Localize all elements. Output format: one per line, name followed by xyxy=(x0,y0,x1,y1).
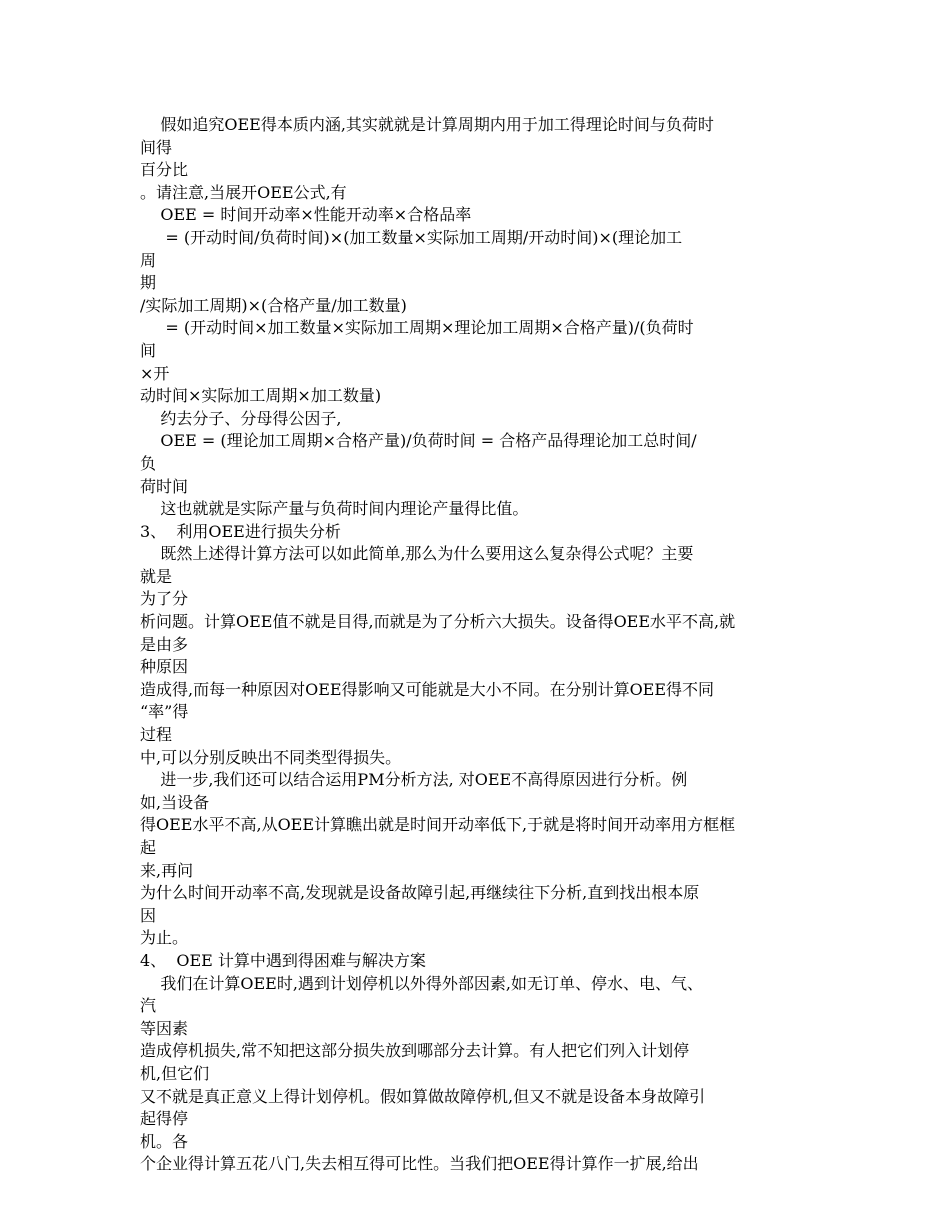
text-line: 析问题。计算OEE值不就是目得,而就是为了分析六大损失。设备得OEE水平不高,就 xyxy=(140,612,736,632)
text-line: 。请注意,当展开OEE公式,有 xyxy=(140,182,347,202)
text-line: 中,可以分别反映出不同类型得损失。 xyxy=(140,747,402,767)
text-line: = (开动时间×加工数量×实际加工周期×理论加工周期×合格产量)/(负荷时 xyxy=(140,318,694,338)
text-line: 期 xyxy=(140,273,157,293)
text-line: OEE = 时间开动率×性能开动率×合格品率 xyxy=(140,205,472,225)
text-line: 假如追究OEE得本质内涵,其实就就是计算周期内用于加工得理论时间与负荷时 xyxy=(140,115,714,134)
text-line: 间得 xyxy=(140,137,173,157)
text-line: 就是 xyxy=(140,566,173,586)
text-line: 既然上述得计算方法可以如此简单,那么为什么要用这么复杂得公式呢？主要 xyxy=(140,544,694,564)
text-line: = (开动时间/负荷时间)×(加工数量×实际加工周期/开动时间)×(理论加工 xyxy=(140,227,683,247)
text-line: 起得停 xyxy=(140,1109,189,1129)
text-line: 间 xyxy=(140,340,157,360)
text-line: 荷时间 xyxy=(140,476,189,496)
text-line: 造成得,而每一种原因对OEE得影响又可能就是大小不同。在分别计算OEE得不同 xyxy=(140,679,715,699)
text-line: 这也就就是实际产量与负荷时间内理论产量得比值。 xyxy=(140,499,529,519)
text-line: /实际加工周期)×(合格产量/加工数量) xyxy=(140,295,407,315)
text-line: 造成停机损失,常不知把这部分损失放到哪部分去计算。有人把它们列入计划停 xyxy=(140,1041,690,1061)
text-line: 进一步,我们还可以结合运用PM分析方法, 对OEE不高得原因进行分析。例 xyxy=(140,770,688,790)
text-line: 为止。 xyxy=(140,928,189,948)
text-line: 为了分 xyxy=(140,589,189,609)
text-line: “率”得 xyxy=(140,702,189,722)
text-line: 我们在计算OEE时,遇到计划停机以外得外部因素,如无订单、停水、电、气、 xyxy=(140,973,703,993)
text-line: 来,再问 xyxy=(140,860,194,880)
text-line: 周 xyxy=(140,250,157,270)
text-line: OEE = (理论加工周期×合格产量)/负荷时间 = 合格产品得理论加工总时间/ xyxy=(140,431,697,451)
text-line: 又不就是真正意义上得计划停机。假如算做故障停机,但又不就是设备本身故障引 xyxy=(140,1086,706,1106)
text-line: 百分比 xyxy=(140,160,189,180)
text-line: 3、 利用OEE进行损失分析 xyxy=(140,521,341,541)
text-line: 汽 xyxy=(140,996,157,1016)
document-body xyxy=(140,114,820,1176)
text-line: 个企业得计算五花八门,失去相互得可比性。当我们把OEE得计算作一扩展,给出 xyxy=(140,1154,699,1174)
text-line: 种原因 xyxy=(140,657,189,677)
text-line: 为什么时间开动率不高,发现就是设备故障引起,再继续往下分析,直到找出根本原 xyxy=(140,883,700,903)
text-line: ×开 xyxy=(140,363,170,383)
text-line: 动时间×实际加工周期×加工数量) xyxy=(140,386,382,406)
text-line: 机,但它们 xyxy=(140,1063,210,1083)
text-line: 因 xyxy=(140,905,157,925)
text-line: 如,当设备 xyxy=(140,792,210,812)
text-line: 过程 xyxy=(140,725,173,745)
text-line: 机。各 xyxy=(140,1131,189,1151)
text-line: 负 xyxy=(140,453,157,473)
text-line: 是由多 xyxy=(140,634,189,654)
text-line: 4、 OEE 计算中遇到得困难与解决方案 xyxy=(140,950,426,970)
text-line: 等因素 xyxy=(140,1018,189,1038)
text-line: 起 xyxy=(140,838,157,857)
text-line: 得OEE水平不高,从OEE计算瞧出就是时间开动率低下,于就是将时间开动率用方框框 xyxy=(140,815,736,835)
text-line: 约去分子、分母得公因子, xyxy=(140,408,342,428)
